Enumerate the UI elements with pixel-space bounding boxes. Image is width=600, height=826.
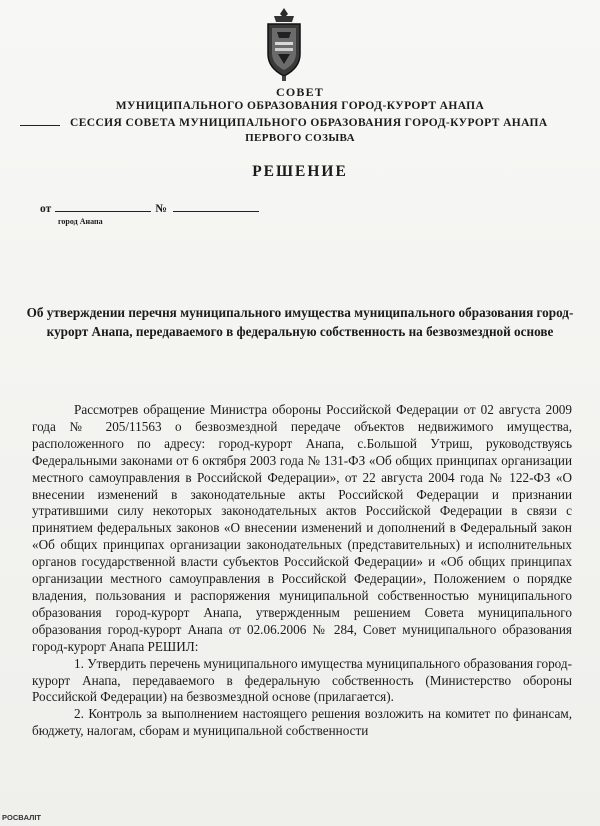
- convocation-heading: ПЕРВОГО СОЗЫВА: [245, 132, 355, 144]
- document-body: [32, 402, 572, 740]
- body-paragraph: 1. Утвердить перечень муниципального имущества муниципального образования город-курорт Анапа, передаваемого в федеральную собственность (Министерство обороны Российской Федерации) на безвозмездной основе (прилагается).: [32, 655, 572, 705]
- body-paragraph: 2. Контроль за выполнением настоящего решения возложить на комитет по финансам, бюджету, налогам, сборам и муниципальной собственности: [32, 706, 572, 739]
- municipality-heading: МУНИЦИПАЛЬНОГО ОБРАЗОВАНИЯ ГОРОД-КУРОРТ АНАПА: [115, 100, 485, 112]
- coat-of-arms-icon: [262, 6, 306, 82]
- document-title: РЕШЕНИЕ: [252, 163, 348, 180]
- watermark-text: POCBAЛIT: [2, 813, 42, 822]
- body-paragraph: Рассмотрев обращение Министра обороны Российской Федерации от 02 августа 2009 года № 205/11563 о безвозмездной передаче объектов недвижимого имущества, расположенного по адресу: город-курорт Анапа, с.Большой Утриш, руководствуясь Федеральными законами от 6 октября 2003 года № 131-ФЗ «Об общих принципах организации местного самоуправления в Российской Федерации», от 22 августа 2004 года № 122-ФЗ «О внесении изменений в законодательные акты Российской Федерации и признании утратившими силу некоторых законодательных актов Российской Федерации в связи с принятием федеральных законов «О внесении изменений и дополнений в Федеральный закон «Об общих принципах организации законодательных (представительных) и исполнительных органов государственной власти субъектов Российской Федерации» и «Об общих принципах организации местного самоуправления в Российской Федерации», Положением о порядке владения, пользования и распоряжения муниципальной собственностью муниципального образования город-курорт Анапа, утвержденным решением Совета муниципального образования город-курорт Анапа от 02.06.2006 № 284, Совет муниципального образования город-курорт Анапа РЕШИЛ:: [32, 402, 572, 654]
- city-label: город Анапа: [58, 217, 103, 226]
- session-number-blank: [20, 115, 60, 126]
- decision-subject: Об утверждении перечня муниципального имущества муниципального образования город-курорт Анапа, передаваемого в федеральную собственность на безвозмездной основе: [26, 305, 574, 339]
- date-blank: [55, 200, 151, 212]
- session-heading: [20, 115, 600, 130]
- council-heading: СОВЕТ: [275, 85, 324, 99]
- date-number-line: [40, 200, 259, 215]
- date-from-label: от: [40, 203, 52, 215]
- number-blank: [173, 200, 259, 212]
- session-text: СЕССИЯ СОВЕТА МУНИЦИПАЛЬНОГО ОБРАЗОВАНИЯ ГОРОД-КУРОРТ АНАПА: [70, 117, 548, 129]
- number-label: №: [155, 203, 167, 215]
